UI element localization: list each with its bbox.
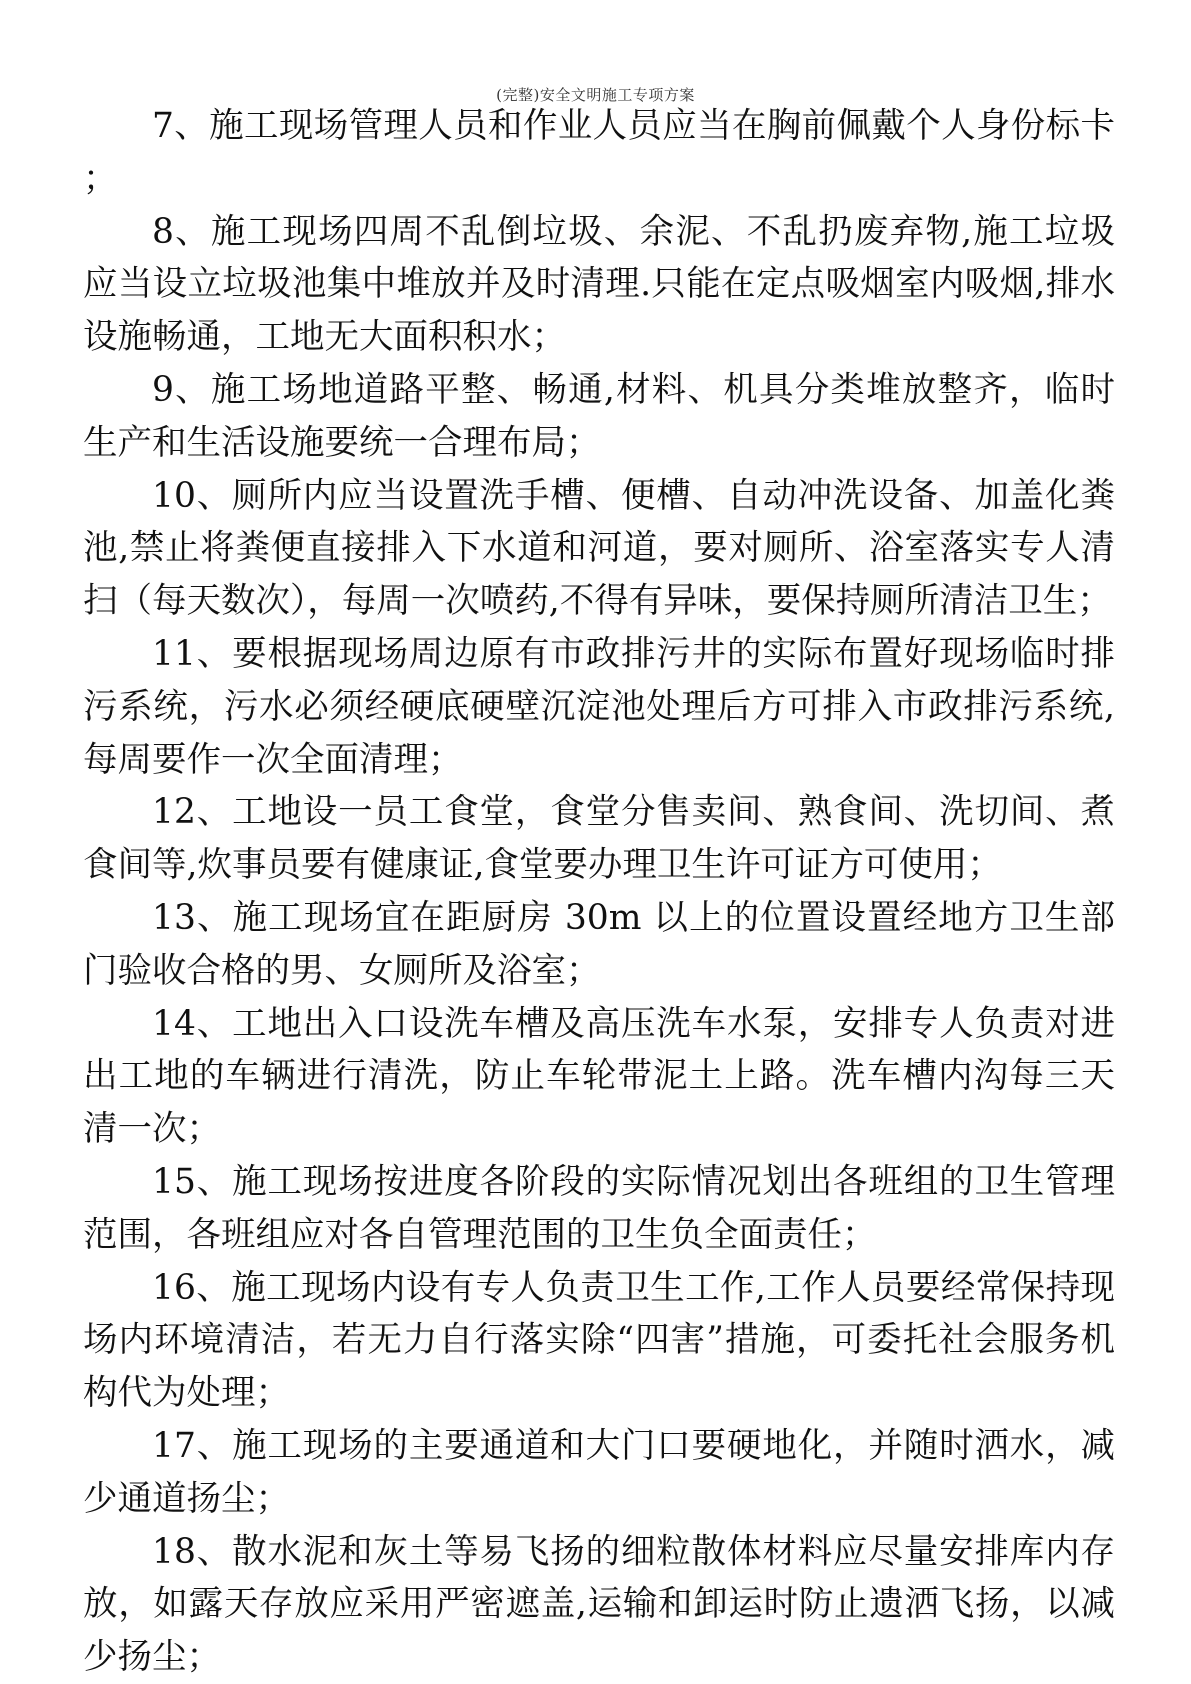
page-header: (完整)安全文明施工专项方案	[496, 86, 695, 104]
paragraph-item-17: 17、施工现场的主要通道和大门口要硬地化，并随时洒水，减少通道扬尘；	[83, 1425, 1115, 1519]
paragraph-item-9: 9、施工场地道路平整、畅通,材料、机具分类堆放整齐，临时生产和生活设施要统一合理布局；	[83, 369, 1115, 463]
paragraph-item-18: 18、散水泥和灰土等易飞扬的细粒散体材料应尽量安排库内存放，如露天存放应采用严密遮盖,运输和卸运时防止遗洒飞扬，以减少扬尘；	[83, 1531, 1115, 1678]
paragraph-item-14: 14、工地出入口设洗车槽及高压洗车水泵，安排专人负责对进出工地的车辆进行清洗，防止车轮带泥土上路。洗车槽内沟每三天清一次；	[83, 1003, 1115, 1150]
paragraph-item-10: 10、厕所内应当设置洗手槽、便槽、自动冲洗设备、加盖化粪池,禁止将粪便直接排入下水道和河道，要对厕所、浴室落实专人清扫（每天数次），每周一次喷药,不得有异味，要保持厕所清洁卫生；	[83, 475, 1115, 622]
paragraph-item-13: 13、施工现场宜在距厨房 30m 以上的位置设置经地方卫生部门验收合格的男、女厕所及浴室；	[83, 897, 1115, 991]
paragraph-item-12: 12、工地设一员工食堂，食堂分售卖间、熟食间、洗切间、煮食间等,炊事员要有健康证,食堂要办理卫生许可证方可使用；	[83, 792, 1115, 886]
document-body	[83, 100, 1115, 1684]
paragraph-item-16: 16、施工现场内设有专人负责卫生工作,工作人员要经常保持现场内环境清洁，若无力自行落实除“四害”措施，可委托社会服务机构代为处理；	[83, 1267, 1115, 1414]
paragraph-item-15: 15、施工现场按进度各阶段的实际情况划出各班组的卫生管理范围，各班组应对各自管理范围的卫生负全面责任；	[83, 1161, 1115, 1255]
paragraph-item-8: 8、施工现场四周不乱倒垃圾、余泥、不乱扔废弃物,施工垃圾应当设立垃圾池集中堆放并及时清理.只能在定点吸烟室内吸烟,排水设施畅通，工地无大面积积水；	[83, 211, 1115, 358]
paragraph-item-11: 11、要根据现场周边原有市政排污井的实际布置好现场临时排污系统，污水必须经硬底硬壁沉淀池处理后方可排入市政排污系统,每周要作一次全面清理；	[83, 633, 1115, 780]
paragraph-item-7: 7、施工现场管理人员和作业人员应当在胸前佩戴个人身份标卡；	[83, 106, 1115, 199]
